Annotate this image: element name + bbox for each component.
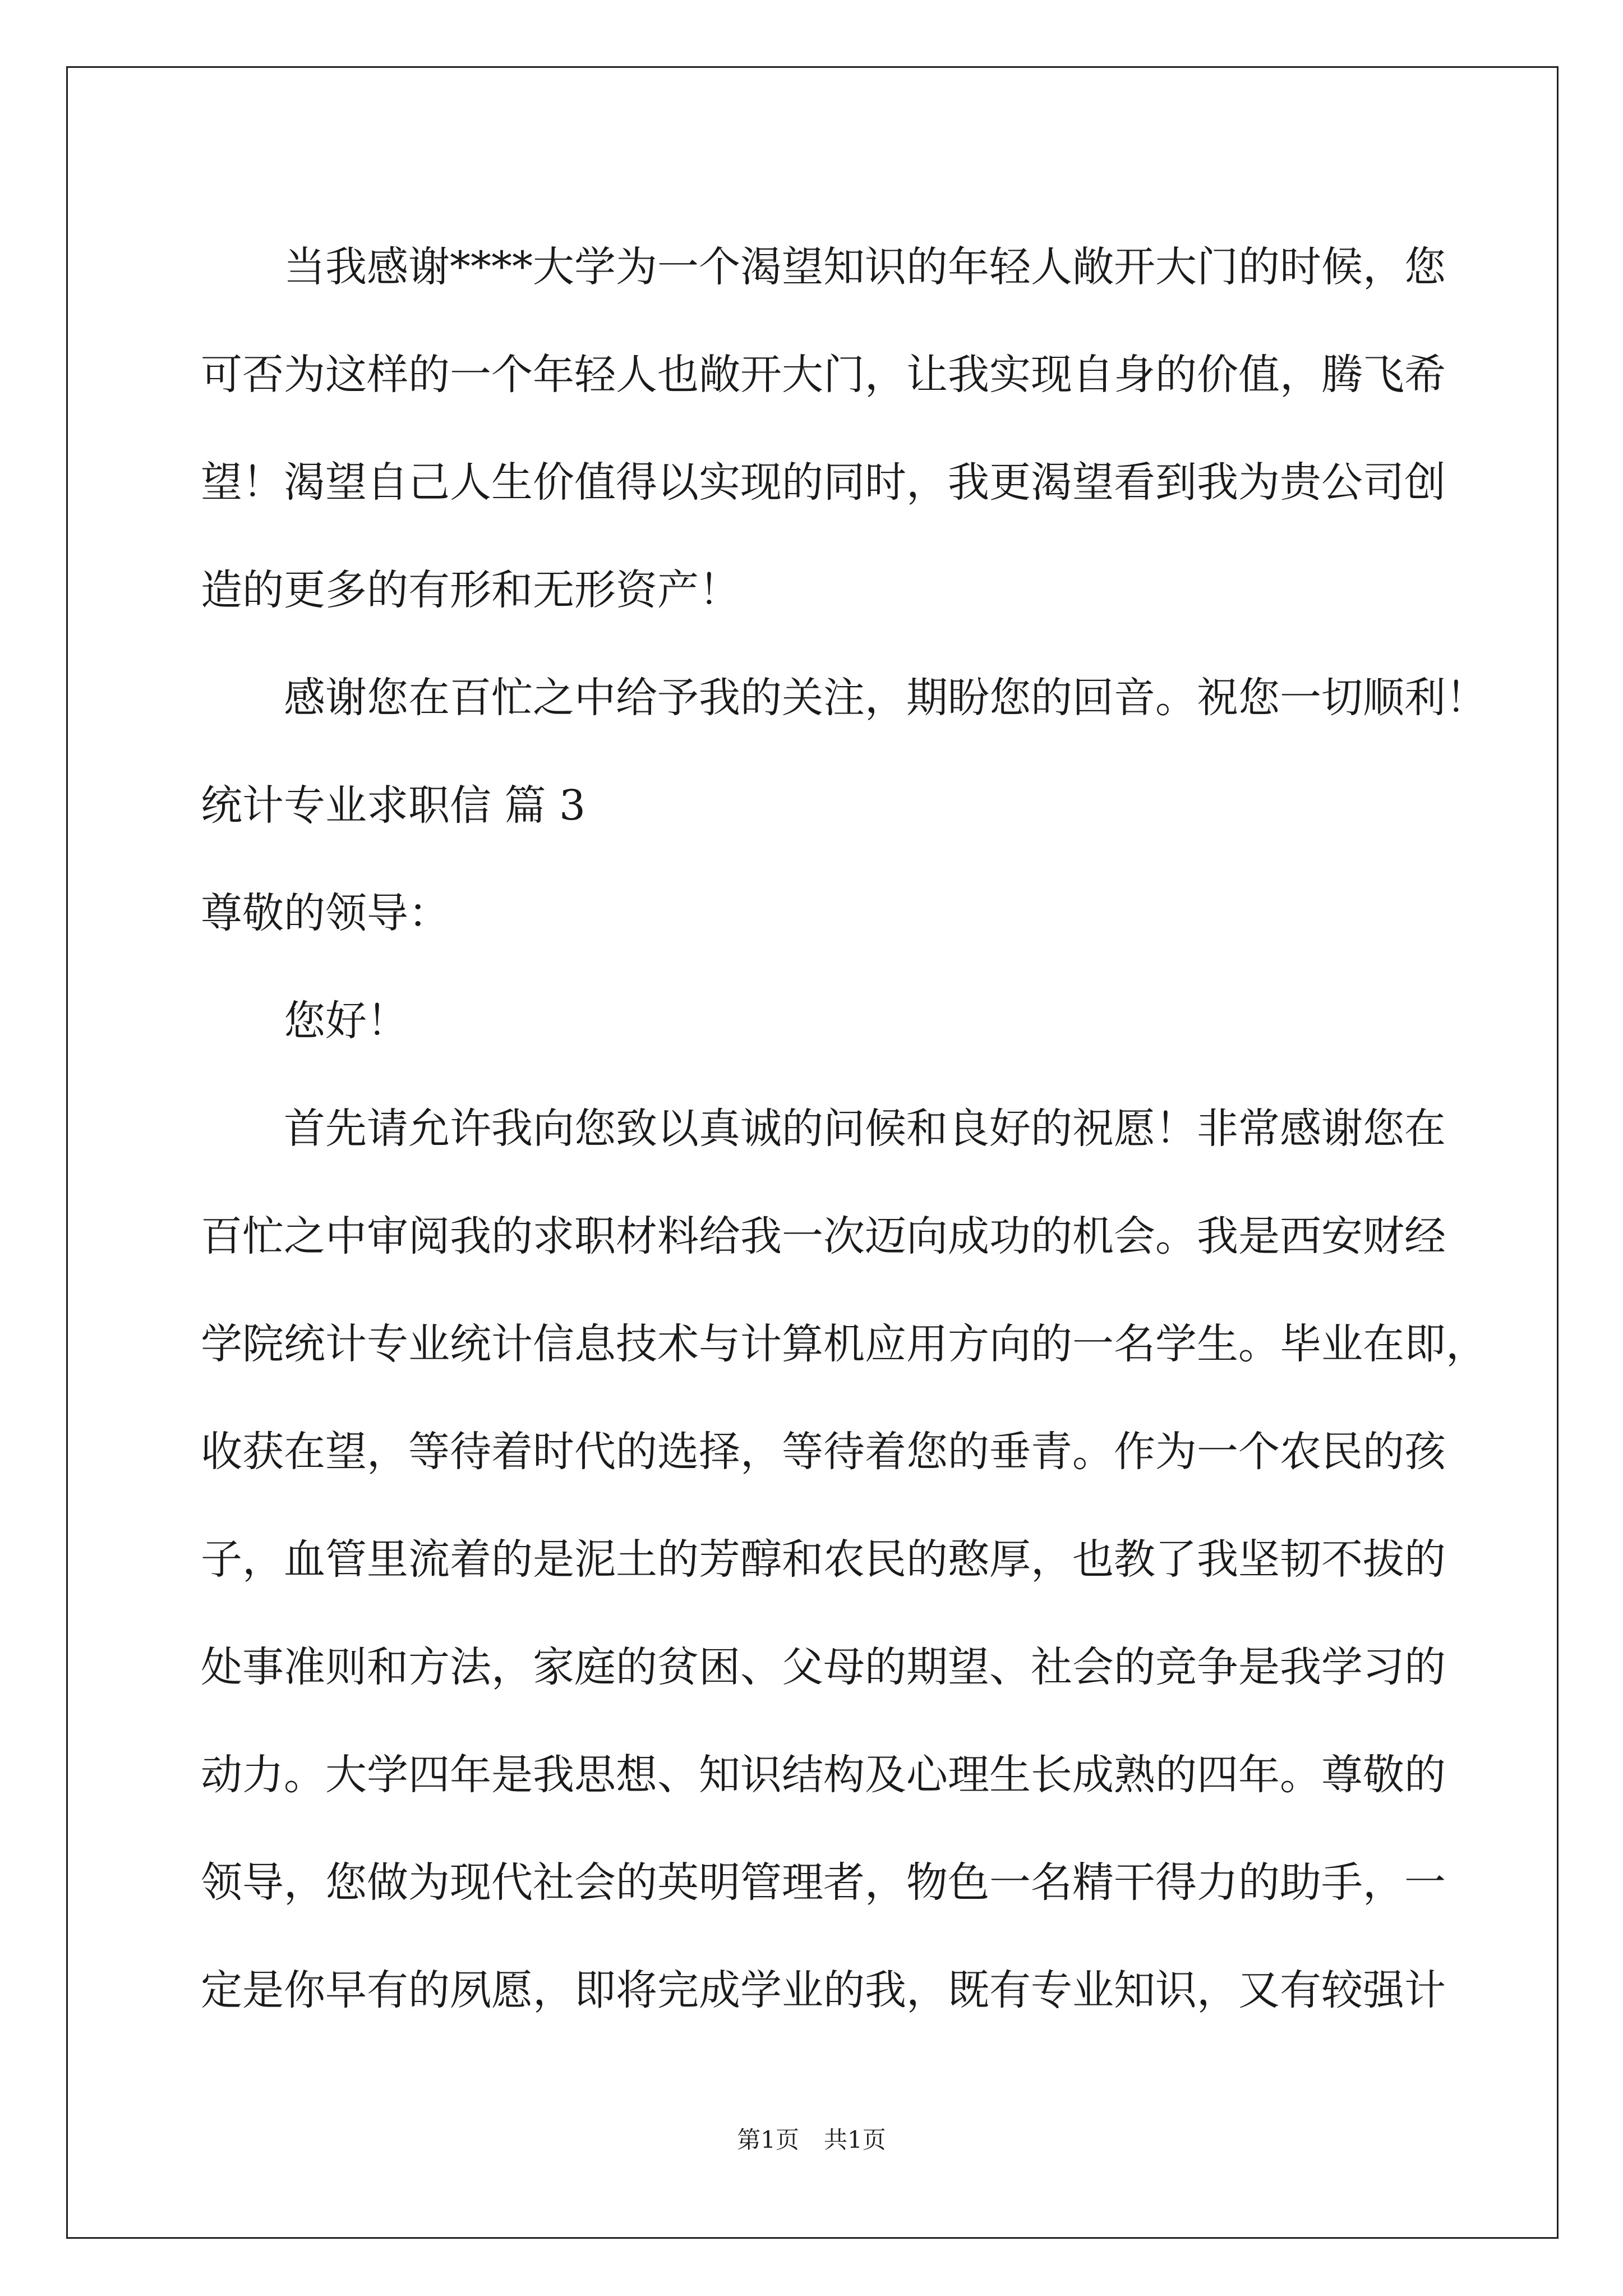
section-heading: 统计专业求职信 篇 3: [201, 781, 586, 830]
text-line: 百忙之中审阅我的求职材料给我一次迈向成功的机会。我是西安财经: [201, 1212, 1446, 1260]
greeting: 您好！: [284, 997, 408, 1045]
page-total: 共1页: [824, 2126, 886, 2154]
text-line: 动力。大学四年是我思想、知识结构及心理生长成熟的四年。尊敬的: [201, 1751, 1446, 1799]
document-body: [201, 213, 1487, 2044]
page-number: 第1页: [737, 2126, 799, 2154]
text-line: 定是你早有的夙愿，即将完成学业的我，既有专业知识，又有较强计: [201, 1966, 1446, 2014]
text-line: 感谢您在百忙之中给予我的关注，期盼您的回音。祝您一切顺利！: [284, 674, 1487, 722]
text-line: 收获在望，等待着时代的选择，等待着您的垂青。作为一个农民的孩: [201, 1428, 1446, 1476]
salutation: 尊敬的领导：: [201, 889, 450, 937]
text-line: 首先请允许我向您致以真诚的问候和良好的祝愿！非常感谢您在: [284, 1105, 1446, 1153]
text-line: 领导，您做为现代社会的英明管理者，物色一名精干得力的助手，一: [201, 1858, 1446, 1907]
text-line: 当我感谢****大学为一个渴望知识的年轻人敞开大门的时候，您: [284, 243, 1446, 291]
text-line: 望！渴望自己人生价值得以实现的同时，我更渴望看到我为贵公司创: [201, 458, 1446, 507]
page-footer: [0, 2123, 1623, 2157]
text-line: 可否为这样的一个年轻人也敞开大门，让我实现自身的价值，腾飞希: [201, 351, 1446, 399]
text-line: 学院统计专业统计信息技术与计算机应用方向的一名学生。毕业在即，: [201, 1320, 1487, 1368]
text-line: 子，血管里流着的是泥土的芳醇和农民的憨厚，也教了我坚韧不拔的: [201, 1535, 1446, 1584]
text-line: 造的更多的有形和无形资产！: [201, 566, 740, 614]
text-line: 处事准则和方法，家庭的贫困、父母的期望、社会的竞争是我学习的: [201, 1643, 1446, 1691]
